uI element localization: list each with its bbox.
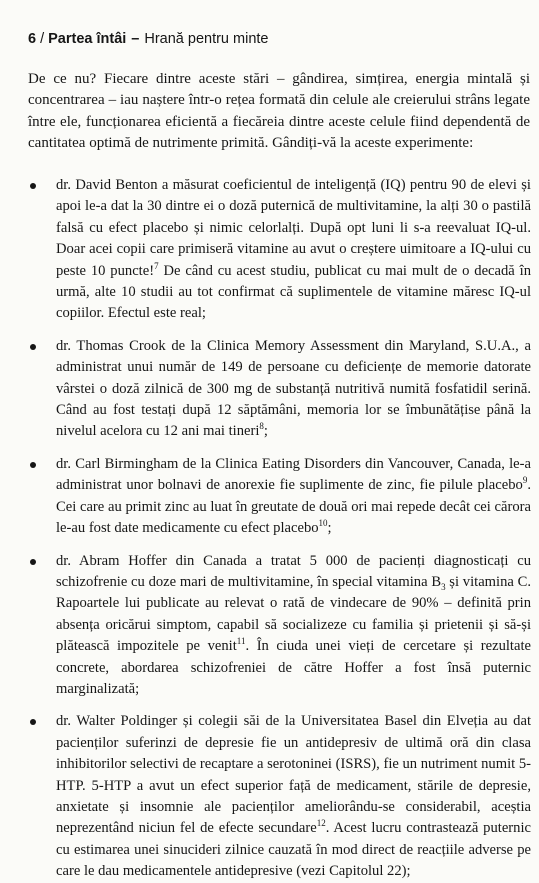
- subscript: 3: [441, 581, 446, 592]
- part-title: Partea întâi: [48, 31, 127, 47]
- item-text-part: . Acest lucru contrastează puternic cu estimarea unei sinucideri zilnice cauzată în mod direct de reacțiile adverse pe care le dau medicamentele antidepresive (vezi Capitolul 22);: [56, 820, 531, 880]
- footnote-ref: 8: [259, 421, 264, 432]
- bullet-icon: [30, 183, 36, 189]
- list-item: [0, 711, 539, 882]
- list-item-text: [56, 711, 531, 882]
- item-text-part: dr. Carl Birmingham de la Clinica Eating Disorders din Vancouver, Canada, le-a administrat unor bolnavi de anorexie fie suplimente de zinc, fie pilule placebo: [56, 455, 531, 494]
- list-item: [0, 336, 539, 443]
- bullet-icon: [30, 462, 36, 468]
- item-text-part: dr. Walter Poldinger și colegii săi de la Universitatea Basel din Elveția au dat pacienților suferinzi de depresie fie un antidepresiv de ultimă oră din clasa inhibitorilor selectivi de recaptare a serotoninei (ISRS), fie un nutriment numit 5-HTP. 5-HTP a avut un efect superior față de medicament, stările de depresie, anxietate și insomnie ale pacienților ameliorându-se considerabil, aceștia neprezentând niciun fel de efecte secundare: [56, 713, 531, 837]
- item-text-part: . În ciuda unei vieți de cercetare și rezultate concrete, abordarea schizofreniei de către Hoffer a fost însă puternic marginalizată;: [56, 638, 531, 697]
- bullet-icon: [30, 719, 36, 725]
- footnote-ref: 9: [522, 475, 528, 486]
- experiments-list: [0, 175, 539, 883]
- item-text-part: ;: [263, 423, 268, 440]
- bullet-icon: [30, 344, 36, 350]
- item-text-part: dr. Thomas Crook de la Clinica Memory Assessment din Maryland, S.U.A., a administrat unui număr de 149 de persoane cu deficiențe de memorie datorate vârstei o doză zilnică de 300 mg de substanță nutritivă numită fosfatidil serină. Când au fost testați după 12 săptămâni, memoria lor se îmbunătățise până la nivelul acelora cu 12 ani mai tineri: [56, 337, 531, 440]
- header-dash: –: [131, 31, 140, 47]
- intro-paragraph: De ce nu? Fiecare dintre aceste stări – gândirea, simțirea, energia mintală și concentrarea – iau naștere într-o rețea formată din celule ale creierului strâns legate între ele, funcționarea eficientă a fiecăreia dintre aceste celule fiind dependentă de cantitatea optimă de nutrimente primită. Gândiți-vă la aceste experimente:: [28, 71, 530, 152]
- item-text-part: dr. Abram Hoffer din Canada a tratat 5 000 de pacienți diagnosticați cu schizofrenie cu doze mari de multivitamine, în special vitamina B: [56, 552, 531, 590]
- list-item: [0, 175, 539, 325]
- footnote-ref: 12: [316, 818, 326, 829]
- footnote-ref: 11: [236, 636, 246, 647]
- list-item: [0, 454, 539, 540]
- item-text-part: ;: [327, 520, 332, 537]
- item-text-part: și vitamina C. Rapoartele lui publicate au relevat o rată de vindecare de 90% – definită prin absența oricărui simptom, capabil să socializeze cu familia și prietenii și să-și plătească impozitele pe venit: [56, 573, 531, 655]
- item-text-part: . Cei care au primit zinc au luat în greutate de două ori mai repede decât cei cărora le-au fost date medicamente cu efect placebo: [56, 477, 531, 537]
- list-item: [0, 551, 539, 701]
- list-item-text: [56, 551, 531, 701]
- bullet-icon: [30, 559, 36, 565]
- list-item-text: [56, 454, 531, 540]
- page-header: [28, 30, 268, 48]
- footnote-ref: 10: [318, 518, 328, 529]
- footnote-ref: 7: [154, 260, 159, 271]
- list-item-text: [56, 336, 531, 443]
- page-number: 6: [28, 31, 37, 47]
- item-text-part: dr. David Benton a măsurat coeficientul de inteligență (IQ) pentru 90 de elevi și apoi le-a dat la 30 dintre ei o doză puternică de multivitamine, la alți 30 o pastilă falsă cu efect placebo și nimic celorlalți. După opt luni li s-a reevaluat IQ-ul. Doar acei copii care primiseră vitamine au avut o creștere uimitoare a IQ-ului cu peste 10 puncte!: [56, 177, 531, 279]
- header-separator: /: [40, 31, 45, 47]
- list-item-text: [56, 175, 531, 325]
- item-text-part: De când cu acest studiu, publicat cu mai mult de o decadă în urmă, alte 10 studii au tot confirmat că suplimentele de vitamine măresc IQ-ul copiilor. Efectul este real;: [56, 262, 531, 322]
- chapter-title: Hrană pentru minte: [144, 31, 269, 47]
